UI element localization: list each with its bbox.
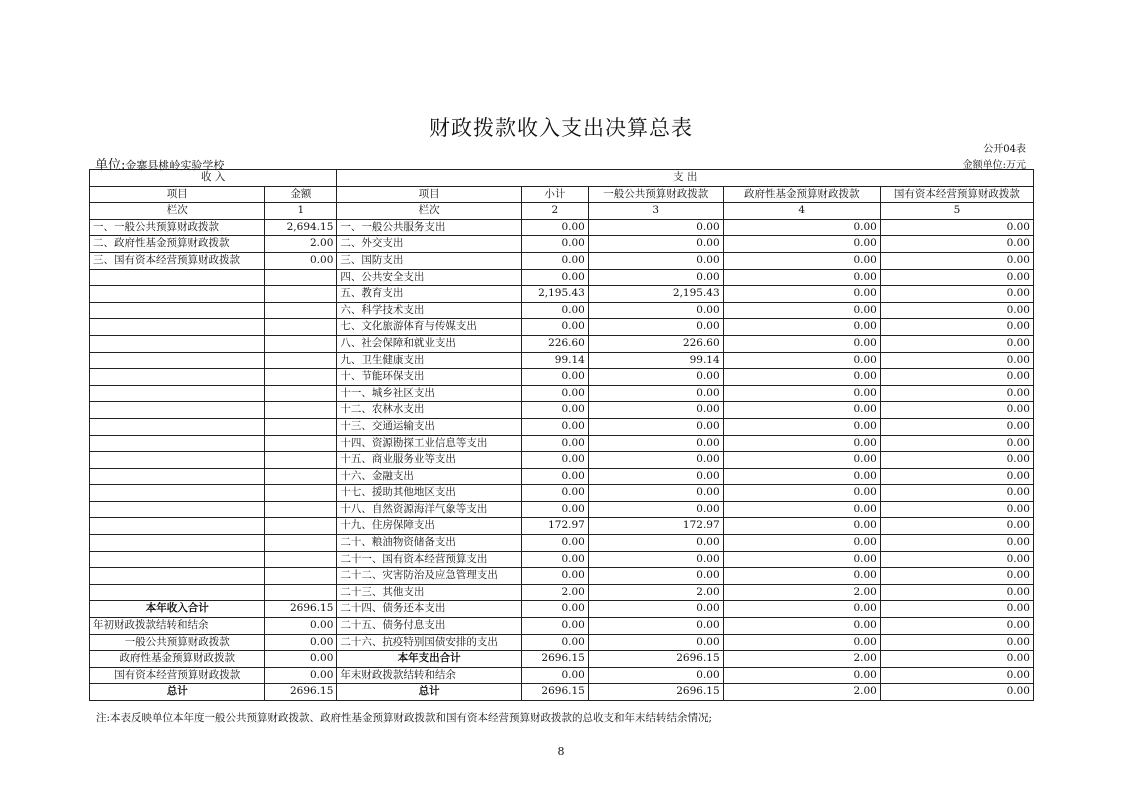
income-item-cell <box>90 535 265 552</box>
column-index-2: 2 <box>521 203 588 220</box>
general-budget-header: 一般公共预算财政拨款 <box>588 186 723 203</box>
income-amount-cell <box>265 402 337 419</box>
fund-budget-cell: 0.00 <box>723 535 880 552</box>
income-amount-cell <box>265 535 337 552</box>
subtotal-cell: 0.00 <box>521 402 588 419</box>
income-item-cell <box>90 352 265 369</box>
income-amount-cell <box>265 369 337 386</box>
expense-item-cell: 年末财政拨款结转和结余 <box>337 667 522 684</box>
income-amount-cell <box>265 302 337 319</box>
income-item-cell <box>90 551 265 568</box>
state-capital-cell: 0.00 <box>880 269 1033 286</box>
general-budget-cell: 0.00 <box>588 402 723 419</box>
fund-budget-cell: 0.00 <box>723 236 880 253</box>
general-budget-cell: 0.00 <box>588 236 723 253</box>
state-capital-cell: 0.00 <box>880 535 1033 552</box>
amount-unit: 金额单位:万元 <box>962 160 1026 171</box>
subtotal-cell: 2,195.43 <box>521 286 588 303</box>
income-item-cell <box>90 402 265 419</box>
income-amount-cell <box>265 269 337 286</box>
fund-budget-cell: 0.00 <box>723 634 880 651</box>
fund-budget-cell: 2.00 <box>723 651 880 668</box>
income-amount-cell <box>265 385 337 402</box>
column-index-3: 3 <box>588 203 723 220</box>
fund-budget-cell: 0.00 <box>723 369 880 386</box>
table-row <box>90 385 1034 402</box>
fund-budget-cell: 0.00 <box>723 418 880 435</box>
income-amount-cell: 2696.15 <box>265 684 337 701</box>
general-budget-cell: 0.00 <box>588 568 723 585</box>
income-item-cell <box>90 286 265 303</box>
fund-budget-cell: 0.00 <box>723 518 880 535</box>
fund-budget-cell: 0.00 <box>723 601 880 618</box>
income-amount-cell <box>265 485 337 502</box>
income-item-cell: 一般公共预算财政拨款 <box>90 634 265 651</box>
general-budget-cell: 0.00 <box>588 302 723 319</box>
fund-budget-cell: 0.00 <box>723 385 880 402</box>
expense-item-cell: 本年支出合计 <box>337 651 522 668</box>
general-budget-cell: 0.00 <box>588 385 723 402</box>
subtotal-cell: 0.00 <box>521 452 588 469</box>
income-item-cell <box>90 452 265 469</box>
column-index-label: 栏次 <box>90 203 265 220</box>
table-row <box>90 236 1034 253</box>
column-index-4: 4 <box>723 203 880 220</box>
income-item-cell <box>90 335 265 352</box>
income-amount-cell: 0.00 <box>265 667 337 684</box>
table-row <box>90 335 1034 352</box>
general-budget-cell: 0.00 <box>588 319 723 336</box>
header-row-1 <box>90 170 1034 187</box>
state-capital-cell: 0.00 <box>880 684 1033 701</box>
income-amount-cell <box>265 501 337 518</box>
fund-budget-cell: 0.00 <box>723 302 880 319</box>
general-budget-cell: 2.00 <box>588 584 723 601</box>
table-row <box>90 651 1034 668</box>
general-budget-cell: 2,195.43 <box>588 286 723 303</box>
subtotal-cell: 0.00 <box>521 535 588 552</box>
fund-budget-cell: 0.00 <box>723 667 880 684</box>
general-budget-cell: 0.00 <box>588 435 723 452</box>
subtotal-cell: 0.00 <box>521 385 588 402</box>
expense-item-cell: 二十二、灾害防治及应急管理支出 <box>337 568 522 585</box>
table-row <box>90 302 1034 319</box>
table-row <box>90 634 1034 651</box>
general-budget-cell: 0.00 <box>588 485 723 502</box>
state-capital-cell: 0.00 <box>880 452 1033 469</box>
fund-budget-cell: 0.00 <box>723 269 880 286</box>
general-budget-cell: 172.97 <box>588 518 723 535</box>
table-row <box>90 468 1034 485</box>
state-capital-cell: 0.00 <box>880 667 1033 684</box>
expense-item-cell: 十三、交通运输支出 <box>337 418 522 435</box>
general-budget-cell: 0.00 <box>588 501 723 518</box>
state-capital-cell: 0.00 <box>880 219 1033 236</box>
subtotal-cell: 0.00 <box>521 319 588 336</box>
table-row <box>90 684 1034 701</box>
column-index-label: 栏次 <box>337 203 522 220</box>
table-row <box>90 568 1034 585</box>
expense-item-cell: 十五、商业服务业等支出 <box>337 452 522 469</box>
state-capital-cell: 0.00 <box>880 385 1033 402</box>
income-item-cell <box>90 485 265 502</box>
income-item-cell: 二、政府性基金预算财政拨款 <box>90 236 265 253</box>
state-capital-cell: 0.00 <box>880 402 1033 419</box>
expense-item-cell: 二、外交支出 <box>337 236 522 253</box>
income-amount-cell <box>265 418 337 435</box>
fund-budget-header: 政府性基金预算财政拨款 <box>723 186 880 203</box>
income-amount-cell <box>265 584 337 601</box>
subtotal-cell: 0.00 <box>521 601 588 618</box>
budget-table <box>89 169 1034 701</box>
subtotal-cell: 0.00 <box>521 634 588 651</box>
general-budget-cell: 2696.15 <box>588 684 723 701</box>
expense-item-cell: 十四、资源勘探工业信息等支出 <box>337 435 522 452</box>
general-budget-cell: 0.00 <box>588 634 723 651</box>
table-row <box>90 319 1034 336</box>
expense-item-cell: 四、公共安全支出 <box>337 269 522 286</box>
subtotal-cell: 0.00 <box>521 252 588 269</box>
general-budget-cell: 99.14 <box>588 352 723 369</box>
column-index-5: 5 <box>880 203 1033 220</box>
fund-budget-cell: 0.00 <box>723 319 880 336</box>
general-budget-cell: 0.00 <box>588 269 723 286</box>
income-item-cell: 三、国有资本经营预算财政拨款 <box>90 252 265 269</box>
income-amount-cell <box>265 468 337 485</box>
fund-budget-cell: 0.00 <box>723 618 880 635</box>
state-capital-cell: 0.00 <box>880 601 1033 618</box>
subtotal-cell: 2696.15 <box>521 684 588 701</box>
state-capital-cell: 0.00 <box>880 252 1033 269</box>
income-item-cell <box>90 584 265 601</box>
income-item-cell <box>90 435 265 452</box>
income-item-cell <box>90 319 265 336</box>
general-budget-cell: 2696.15 <box>588 651 723 668</box>
general-budget-cell: 0.00 <box>588 418 723 435</box>
state-capital-cell: 0.00 <box>880 634 1033 651</box>
income-item-cell: 本年收入合计 <box>90 601 265 618</box>
table-body <box>90 170 1034 701</box>
subtotal-cell: 0.00 <box>521 269 588 286</box>
fund-budget-cell: 0.00 <box>723 252 880 269</box>
expense-item-cell: 十、节能环保支出 <box>337 369 522 386</box>
state-capital-cell: 0.00 <box>880 286 1033 303</box>
income-amount-cell: 0.00 <box>265 651 337 668</box>
fund-budget-cell: 0.00 <box>723 501 880 518</box>
expense-item-cell: 六、科学技术支出 <box>337 302 522 319</box>
income-item-cell <box>90 518 265 535</box>
unit-label: 单位: <box>95 158 126 173</box>
expense-item-cell: 五、教育支出 <box>337 286 522 303</box>
state-capital-cell: 0.00 <box>880 319 1033 336</box>
state-capital-cell: 0.00 <box>880 418 1033 435</box>
expense-item-cell: 三、国防支出 <box>337 252 522 269</box>
expense-item-cell: 十一、城乡社区支出 <box>337 385 522 402</box>
income-amount-cell <box>265 551 337 568</box>
expense-item-cell: 十七、援助其他地区支出 <box>337 485 522 502</box>
subtotal-cell: 0.00 <box>521 568 588 585</box>
expense-item-cell: 二十四、债务还本支出 <box>337 601 522 618</box>
fund-budget-cell: 0.00 <box>723 352 880 369</box>
state-capital-cell: 0.00 <box>880 618 1033 635</box>
income-amount-cell: 0.00 <box>265 252 337 269</box>
state-capital-cell: 0.00 <box>880 568 1033 585</box>
fund-budget-cell: 2.00 <box>723 584 880 601</box>
income-item-cell: 年初财政拨款结转和结余 <box>90 618 265 635</box>
income-amount-cell: 2.00 <box>265 236 337 253</box>
subtotal-cell: 99.14 <box>521 352 588 369</box>
general-budget-cell: 0.00 <box>588 369 723 386</box>
expense-item-cell: 总计 <box>337 684 522 701</box>
income-item-cell: 总计 <box>90 684 265 701</box>
state-capital-cell: 0.00 <box>880 518 1033 535</box>
table-row <box>90 402 1034 419</box>
general-budget-cell: 226.60 <box>588 335 723 352</box>
expense-item-cell: 二十、粮油物资储备支出 <box>337 535 522 552</box>
state-capital-cell: 0.00 <box>880 584 1033 601</box>
table-row <box>90 286 1034 303</box>
income-amount-cell <box>265 319 337 336</box>
subtotal-cell: 0.00 <box>521 468 588 485</box>
table-row <box>90 501 1034 518</box>
income-amount-cell <box>265 518 337 535</box>
column-index-1: 1 <box>265 203 337 220</box>
report-title: 财政拨款收入支出决算总表 <box>429 116 693 140</box>
fund-budget-cell: 0.00 <box>723 286 880 303</box>
income-item-cell <box>90 269 265 286</box>
table-row <box>90 618 1034 635</box>
form-code: 公开04表 <box>983 144 1026 155</box>
header-row-3 <box>90 203 1034 220</box>
subtotal-cell: 172.97 <box>521 518 588 535</box>
state-capital-cell: 0.00 <box>880 468 1033 485</box>
state-capital-cell: 0.00 <box>880 551 1033 568</box>
state-capital-cell: 0.00 <box>880 435 1033 452</box>
income-amount-cell: 0.00 <box>265 634 337 651</box>
expense-item-cell: 十九、住房保障支出 <box>337 518 522 535</box>
subtotal-cell: 0.00 <box>521 485 588 502</box>
general-budget-cell: 0.00 <box>588 219 723 236</box>
expense-item-cell: 二十五、债务付息支出 <box>337 618 522 635</box>
expense-header: 支 出 <box>337 170 1034 187</box>
income-amount-cell <box>265 452 337 469</box>
general-budget-cell: 0.00 <box>588 535 723 552</box>
fund-budget-cell: 0.00 <box>723 468 880 485</box>
state-capital-cell: 0.00 <box>880 236 1033 253</box>
general-budget-cell: 0.00 <box>588 667 723 684</box>
expense-item-cell: 七、文化旅游体育与传媒支出 <box>337 319 522 336</box>
state-capital-cell: 0.00 <box>880 369 1033 386</box>
subtotal-cell: 0.00 <box>521 435 588 452</box>
income-item-cell: 政府性基金预算财政拨款 <box>90 651 265 668</box>
state-capital-cell: 0.00 <box>880 335 1033 352</box>
page-number: 8 <box>557 745 565 758</box>
fund-budget-cell: 0.00 <box>723 568 880 585</box>
income-amount-cell: 0.00 <box>265 618 337 635</box>
income-amount-header: 金额 <box>265 186 337 203</box>
table-row <box>90 219 1034 236</box>
income-amount-cell <box>265 352 337 369</box>
table-row <box>90 518 1034 535</box>
table-row <box>90 435 1034 452</box>
income-item-cell <box>90 418 265 435</box>
general-budget-cell: 0.00 <box>588 252 723 269</box>
footnote: 注:本表反映单位本年度一般公共预算财政拨款、政府性基金预算财政拨款和国有资本经营预算财政拨款的总收支和年末结转结余情况; <box>96 712 713 724</box>
general-budget-cell: 0.00 <box>588 618 723 635</box>
income-item-header: 项目 <box>90 186 265 203</box>
income-amount-cell <box>265 435 337 452</box>
expense-item-cell: 十二、农林水支出 <box>337 402 522 419</box>
income-item-cell: 一、一般公共预算财政拨款 <box>90 219 265 236</box>
income-item-cell <box>90 369 265 386</box>
subtotal-cell: 2.00 <box>521 584 588 601</box>
subtotal-cell: 0.00 <box>521 236 588 253</box>
expense-item-cell: 二十三、其他支出 <box>337 584 522 601</box>
expense-item-cell: 二十一、国有资本经营预算支出 <box>337 551 522 568</box>
income-amount-cell: 2696.15 <box>265 601 337 618</box>
table-row <box>90 601 1034 618</box>
income-amount-cell <box>265 568 337 585</box>
income-item-cell <box>90 568 265 585</box>
fund-budget-cell: 0.00 <box>723 402 880 419</box>
subtotal-cell: 0.00 <box>521 618 588 635</box>
state-capital-cell: 0.00 <box>880 651 1033 668</box>
general-budget-cell: 0.00 <box>588 551 723 568</box>
income-amount-cell: 2,694.15 <box>265 219 337 236</box>
table-row <box>90 584 1034 601</box>
income-header: 收 入 <box>90 170 337 187</box>
table-row <box>90 369 1034 386</box>
table-row <box>90 452 1034 469</box>
subtotal-cell: 0.00 <box>521 551 588 568</box>
expense-item-cell: 二十六、抗疫特别国债安排的支出 <box>337 634 522 651</box>
income-item-cell <box>90 501 265 518</box>
subtotal-cell: 0.00 <box>521 369 588 386</box>
table-row <box>90 485 1034 502</box>
expense-item-cell: 一、一般公共服务支出 <box>337 219 522 236</box>
fund-budget-cell: 0.00 <box>723 551 880 568</box>
expense-item-cell: 八、社会保障和就业支出 <box>337 335 522 352</box>
income-item-cell <box>90 385 265 402</box>
expense-item-cell: 十八、自然资源海洋气象等支出 <box>337 501 522 518</box>
state-capital-cell: 0.00 <box>880 485 1033 502</box>
table-row <box>90 269 1034 286</box>
state-capital-cell: 0.00 <box>880 352 1033 369</box>
income-item-cell: 国有资本经营预算财政拨款 <box>90 667 265 684</box>
table-row <box>90 418 1034 435</box>
general-budget-cell: 0.00 <box>588 601 723 618</box>
income-item-cell <box>90 468 265 485</box>
subtotal-cell: 2696.15 <box>521 651 588 668</box>
table-row <box>90 535 1034 552</box>
table-row <box>90 551 1034 568</box>
unit-name: 金寨县桃岭实验学校 <box>125 159 225 172</box>
header-row-2 <box>90 186 1034 203</box>
subtotal-cell: 0.00 <box>521 302 588 319</box>
income-item-cell <box>90 302 265 319</box>
fund-budget-cell: 0.00 <box>723 452 880 469</box>
table-row <box>90 352 1034 369</box>
table-row <box>90 667 1034 684</box>
general-budget-cell: 0.00 <box>588 468 723 485</box>
income-amount-cell <box>265 286 337 303</box>
fund-budget-cell: 0.00 <box>723 485 880 502</box>
fund-budget-cell: 0.00 <box>723 335 880 352</box>
subtotal-cell: 0.00 <box>521 667 588 684</box>
fund-budget-cell: 2.00 <box>723 684 880 701</box>
expense-item-cell: 十六、金融支出 <box>337 468 522 485</box>
subtotal-cell: 0.00 <box>521 418 588 435</box>
state-capital-header: 国有资本经营预算财政拨款 <box>880 186 1033 203</box>
state-capital-cell: 0.00 <box>880 501 1033 518</box>
fund-budget-cell: 0.00 <box>723 219 880 236</box>
subtotal-cell: 0.00 <box>521 501 588 518</box>
state-capital-cell: 0.00 <box>880 302 1033 319</box>
subtotal-cell: 0.00 <box>521 219 588 236</box>
subtotal-header: 小计 <box>521 186 588 203</box>
income-amount-cell <box>265 335 337 352</box>
general-budget-cell: 0.00 <box>588 452 723 469</box>
table-row <box>90 252 1034 269</box>
expense-item-header: 项目 <box>337 186 522 203</box>
subtotal-cell: 226.60 <box>521 335 588 352</box>
fund-budget-cell: 0.00 <box>723 435 880 452</box>
expense-item-cell: 九、卫生健康支出 <box>337 352 522 369</box>
